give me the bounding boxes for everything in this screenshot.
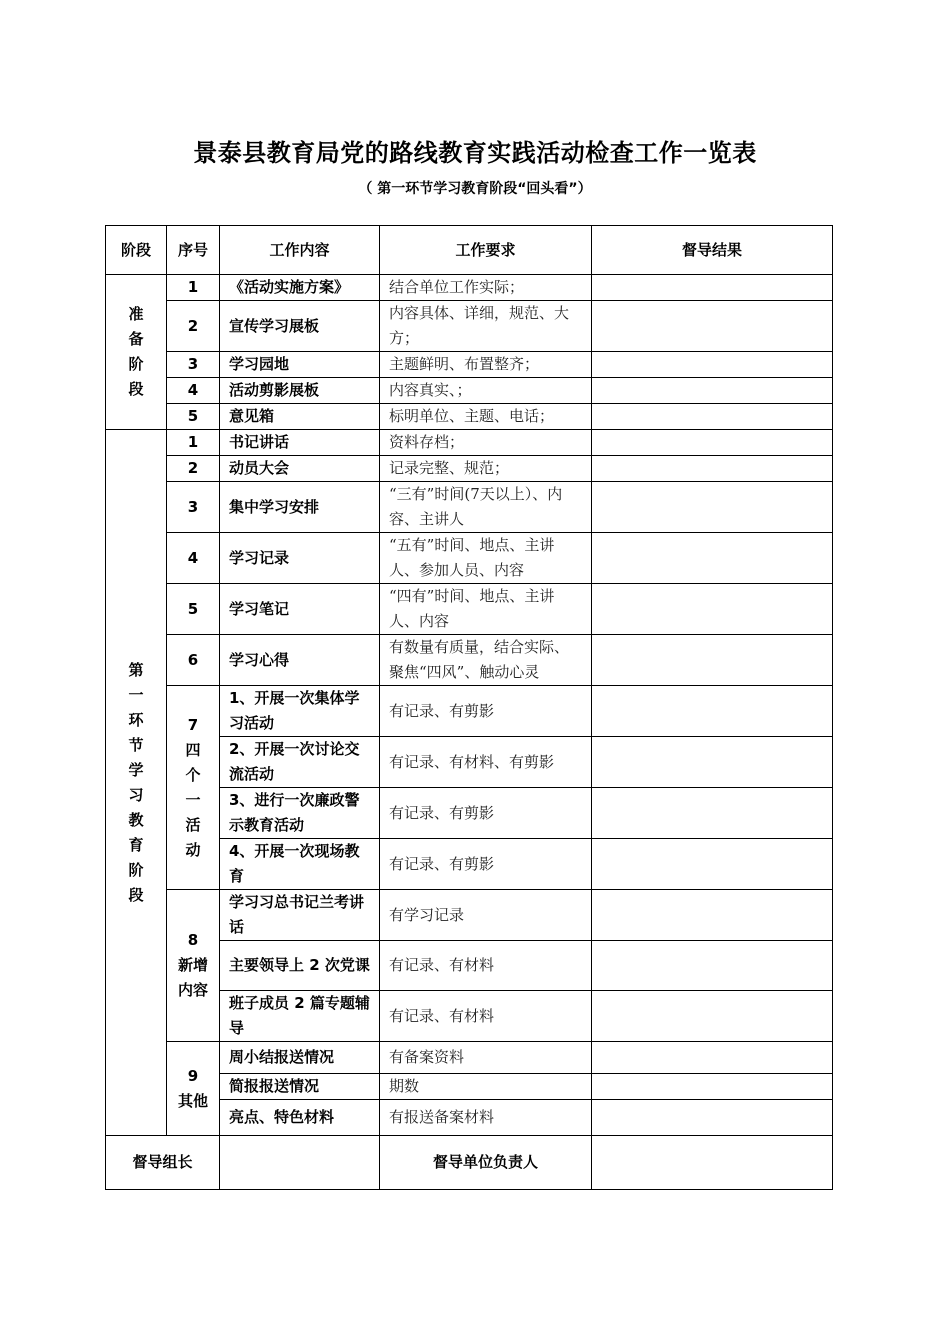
row-num: 2 xyxy=(167,301,220,352)
row-content: 主要领导上 2 次党课 xyxy=(220,941,380,991)
row-requirement: 有报送备案材料 xyxy=(380,1100,592,1136)
table-row xyxy=(106,404,833,430)
row-requirement: 资料存档； xyxy=(380,430,592,456)
group-8-label: 8 新增 内容 xyxy=(167,890,220,1042)
row-result xyxy=(592,533,833,584)
row-num: 3 xyxy=(167,352,220,378)
row-requirement: 有备案资料 xyxy=(380,1042,592,1074)
row-content: 班子成员 2 篇专题辅导 xyxy=(220,991,380,1042)
row-content: 4、开展一次现场教育 xyxy=(220,839,380,890)
header-content: 工作内容 xyxy=(220,226,380,275)
row-requirement: 内容具体、详细，规范、大方； xyxy=(380,301,592,352)
row-content: 学习记录 xyxy=(220,533,380,584)
row-result xyxy=(592,1074,833,1100)
row-requirement: 有记录、有剪影 xyxy=(380,686,592,737)
row-result xyxy=(592,991,833,1042)
row-requirement: 标明单位、主题、电话； xyxy=(380,404,592,430)
row-requirement: 有记录、有材料、有剪影 xyxy=(380,737,592,788)
unit-head-label: 督导单位负责人 xyxy=(380,1136,592,1190)
row-requirement: 期数 xyxy=(380,1074,592,1100)
group-7-label: 7 四 个 一 活 动 xyxy=(167,686,220,890)
row-content: 周小结报送情况 xyxy=(220,1042,380,1074)
header-num: 序号 xyxy=(167,226,220,275)
row-content: 动员大会 xyxy=(220,456,380,482)
row-result xyxy=(592,456,833,482)
row-num: 5 xyxy=(167,584,220,635)
row-content: 简报报送情况 xyxy=(220,1074,380,1100)
table-row xyxy=(106,378,833,404)
row-requirement: 记录完整、规范； xyxy=(380,456,592,482)
row-num: 2 xyxy=(167,456,220,482)
row-content: 意见箱 xyxy=(220,404,380,430)
row-num: 4 xyxy=(167,533,220,584)
row-requirement: “五有”时间、地点、主讲人、参加人员、内容 xyxy=(380,533,592,584)
table-row xyxy=(106,533,833,584)
row-content: 宣传学习展板 xyxy=(220,301,380,352)
row-content: 2、开展一次讨论交流活动 xyxy=(220,737,380,788)
row-result xyxy=(592,430,833,456)
row-requirement: “三有”时间(7天以上）、内容、主讲人 xyxy=(380,482,592,533)
row-content: 学习心得 xyxy=(220,635,380,686)
row-result xyxy=(592,1042,833,1074)
stage-study-cell: 第 一 环 节 学 习 教 育 阶 段 xyxy=(106,430,167,1136)
row-num: 5 xyxy=(167,404,220,430)
table-row xyxy=(106,301,833,352)
row-num: 6 xyxy=(167,635,220,686)
row-content: 活动剪影展板 xyxy=(220,378,380,404)
row-requirement: 主题鲜明、布置整齐； xyxy=(380,352,592,378)
supervisor-leader-label: 督导组长 xyxy=(106,1136,220,1190)
row-requirement: 有记录、有剪影 xyxy=(380,788,592,839)
row-requirement: 有记录、有材料 xyxy=(380,991,592,1042)
header-stage: 阶段 xyxy=(106,226,167,275)
row-result xyxy=(592,686,833,737)
row-result xyxy=(592,482,833,533)
supervisor-leader-value xyxy=(220,1136,380,1190)
row-num: 1 xyxy=(167,275,220,301)
row-requirement: 有记录、有剪影 xyxy=(380,839,592,890)
row-result xyxy=(592,941,833,991)
row-content: 书记讲话 xyxy=(220,430,380,456)
table-row xyxy=(106,686,833,737)
row-num: 3 xyxy=(167,482,220,533)
row-requirement: “四有”时间、地点、主讲人、内容 xyxy=(380,584,592,635)
row-requirement: 有记录、有材料 xyxy=(380,941,592,991)
footer-row xyxy=(106,1136,833,1190)
row-result xyxy=(592,404,833,430)
table-row xyxy=(106,482,833,533)
row-result xyxy=(592,584,833,635)
row-result xyxy=(592,737,833,788)
row-requirement: 结合单位工作实际； xyxy=(380,275,592,301)
row-content: 1、开展一次集体学习活动 xyxy=(220,686,380,737)
row-content: 集中学习安排 xyxy=(220,482,380,533)
row-requirement: 内容真实、； xyxy=(380,378,592,404)
row-result xyxy=(592,352,833,378)
table-header-row xyxy=(106,226,833,275)
row-result xyxy=(592,839,833,890)
row-content: 3、进行一次廉政警示教育活动 xyxy=(220,788,380,839)
table-row xyxy=(106,635,833,686)
table-row xyxy=(106,275,833,301)
row-num: 1 xyxy=(167,430,220,456)
group-9-label: 9 其他 xyxy=(167,1042,220,1136)
inspection-table xyxy=(105,225,833,1190)
table-row xyxy=(106,890,833,941)
row-result xyxy=(592,275,833,301)
table-row xyxy=(106,1042,833,1074)
row-content: 《活动实施方案》 xyxy=(220,275,380,301)
table-row xyxy=(106,584,833,635)
row-content: 学习园地 xyxy=(220,352,380,378)
row-num: 4 xyxy=(167,378,220,404)
row-result xyxy=(592,890,833,941)
header-result: 督导结果 xyxy=(592,226,833,275)
row-content: 学习笔记 xyxy=(220,584,380,635)
row-content: 学习习总书记兰考讲话 xyxy=(220,890,380,941)
row-result xyxy=(592,301,833,352)
row-result xyxy=(592,378,833,404)
unit-head-value xyxy=(592,1136,833,1190)
header-req: 工作要求 xyxy=(380,226,592,275)
row-result xyxy=(592,1100,833,1136)
table-row xyxy=(106,430,833,456)
row-requirement: 有学习记录 xyxy=(380,890,592,941)
row-result xyxy=(592,788,833,839)
row-content: 亮点、特色材料 xyxy=(220,1100,380,1136)
row-result xyxy=(592,635,833,686)
table-row xyxy=(106,456,833,482)
table-row xyxy=(106,352,833,378)
page-subtitle: （ 第一环节学习教育阶段“回头看”） xyxy=(358,181,592,197)
page-title: 景泰县教育局党的路线教育实践活动检查工作一览表 xyxy=(193,139,757,167)
stage-prep-cell: 准 备 阶 段 xyxy=(106,275,167,430)
row-requirement: 有数量有质量，结合实际、聚焦“四风”、触动心灵 xyxy=(380,635,592,686)
